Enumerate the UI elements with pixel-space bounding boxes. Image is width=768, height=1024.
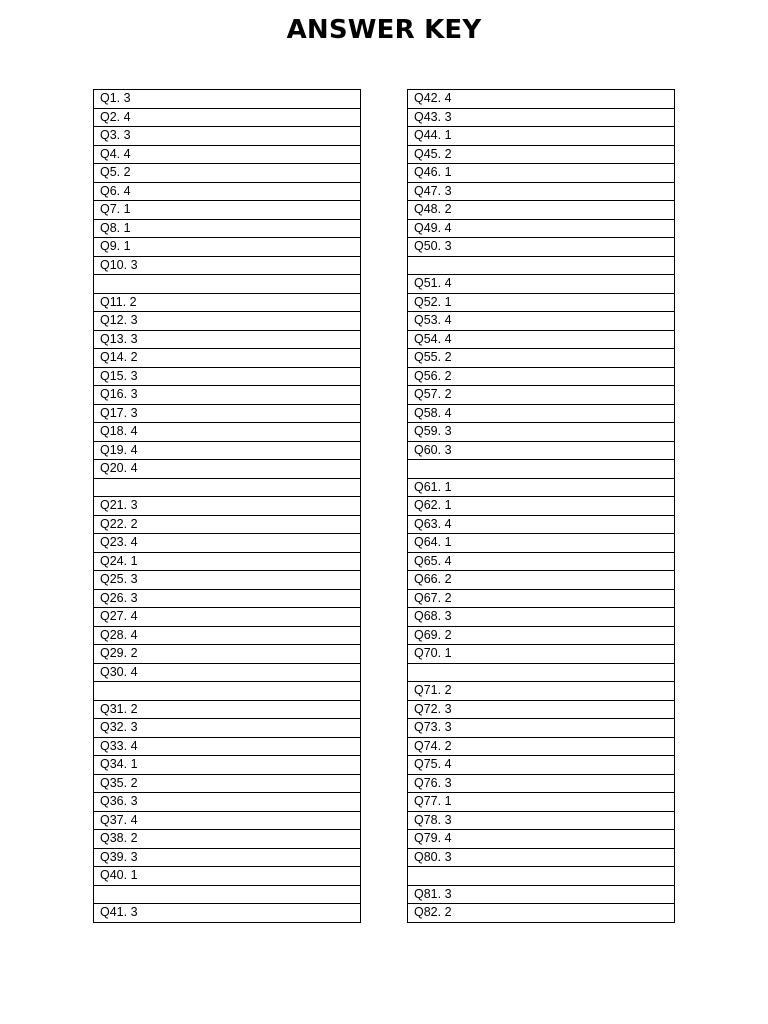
answer-cell: Q39. 3 — [94, 848, 361, 867]
answer-cell: Q79. 4 — [408, 830, 675, 849]
answer-cell: Q5. 2 — [94, 164, 361, 183]
table-row — [94, 164, 361, 183]
table-row — [94, 663, 361, 682]
answer-cell: Q16. 3 — [94, 386, 361, 405]
table-row — [408, 423, 675, 442]
answer-cell: Q77. 1 — [408, 793, 675, 812]
table-row — [408, 330, 675, 349]
table-row — [408, 663, 675, 682]
answer-cell: Q14. 2 — [94, 349, 361, 368]
answer-cell: Q81. 3 — [408, 885, 675, 904]
answer-cell: Q66. 2 — [408, 571, 675, 590]
table-row — [408, 626, 675, 645]
answer-cell: Q58. 4 — [408, 404, 675, 423]
table-row — [94, 460, 361, 479]
table-row — [408, 867, 675, 886]
answer-cell: Q32. 3 — [94, 719, 361, 738]
table-row — [94, 793, 361, 812]
answer-cell: Q30. 4 — [94, 663, 361, 682]
table-row — [94, 238, 361, 257]
answer-cell: Q54. 4 — [408, 330, 675, 349]
answer-cell: Q37. 4 — [94, 811, 361, 830]
table-row — [408, 441, 675, 460]
answer-cell: Q11. 2 — [94, 293, 361, 312]
answer-cell — [94, 885, 361, 904]
table-row — [408, 589, 675, 608]
answer-cell: Q47. 3 — [408, 182, 675, 201]
table-row — [408, 682, 675, 701]
table-row — [94, 219, 361, 238]
answer-cell: Q69. 2 — [408, 626, 675, 645]
answer-cell: Q71. 2 — [408, 682, 675, 701]
answer-cell: Q3. 3 — [94, 127, 361, 146]
answer-cell: Q60. 3 — [408, 441, 675, 460]
table-row — [94, 700, 361, 719]
table-row — [408, 608, 675, 627]
table-row — [408, 127, 675, 146]
table-row — [408, 460, 675, 479]
answer-cell: Q34. 1 — [94, 756, 361, 775]
table-row — [408, 367, 675, 386]
table-row — [408, 386, 675, 405]
table-row — [408, 737, 675, 756]
table-row — [408, 293, 675, 312]
table-row — [94, 682, 361, 701]
table-row — [94, 256, 361, 275]
answer-cell: Q75. 4 — [408, 756, 675, 775]
table-row — [94, 774, 361, 793]
answer-cell — [408, 867, 675, 886]
table-row — [408, 275, 675, 294]
answer-table-left-body — [94, 90, 361, 923]
table-row — [94, 885, 361, 904]
answer-cell: Q23. 4 — [94, 534, 361, 553]
table-row — [94, 497, 361, 516]
table-row — [94, 848, 361, 867]
table-row — [94, 478, 361, 497]
answer-cell: Q24. 1 — [94, 552, 361, 571]
answer-cell: Q56. 2 — [408, 367, 675, 386]
answer-cell: Q55. 2 — [408, 349, 675, 368]
answer-cell: Q21. 3 — [94, 497, 361, 516]
answer-cell: Q10. 3 — [94, 256, 361, 275]
table-row — [94, 571, 361, 590]
answer-cell: Q6. 4 — [94, 182, 361, 201]
answer-cell: Q70. 1 — [408, 645, 675, 664]
answer-cell: Q62. 1 — [408, 497, 675, 516]
table-row — [94, 589, 361, 608]
answer-cell: Q42. 4 — [408, 90, 675, 109]
table-row — [94, 423, 361, 442]
answer-cell: Q74. 2 — [408, 737, 675, 756]
table-row — [94, 830, 361, 849]
table-row — [94, 719, 361, 738]
table-row — [94, 867, 361, 886]
table-row — [94, 515, 361, 534]
answer-cell — [94, 478, 361, 497]
answer-cell: Q80. 3 — [408, 848, 675, 867]
table-row — [94, 756, 361, 775]
table-row — [94, 904, 361, 923]
answer-cell — [408, 256, 675, 275]
table-row — [408, 164, 675, 183]
table-row — [408, 145, 675, 164]
table-row — [408, 830, 675, 849]
answer-cell: Q12. 3 — [94, 312, 361, 331]
table-row — [408, 645, 675, 664]
answer-cell: Q45. 2 — [408, 145, 675, 164]
answer-cell: Q26. 3 — [94, 589, 361, 608]
answer-cell: Q63. 4 — [408, 515, 675, 534]
table-row — [408, 774, 675, 793]
table-row — [408, 201, 675, 220]
table-row — [408, 811, 675, 830]
table-row — [408, 312, 675, 331]
table-row — [408, 182, 675, 201]
answer-cell: Q27. 4 — [94, 608, 361, 627]
answer-cell: Q7. 1 — [94, 201, 361, 220]
table-row — [408, 885, 675, 904]
page-title: ANSWER KEY — [286, 15, 482, 45]
answer-cell: Q22. 2 — [94, 515, 361, 534]
answer-cell: Q73. 3 — [408, 719, 675, 738]
answer-cell: Q68. 3 — [408, 608, 675, 627]
answer-cell: Q28. 4 — [94, 626, 361, 645]
table-row — [408, 478, 675, 497]
answer-cell: Q15. 3 — [94, 367, 361, 386]
table-row — [94, 145, 361, 164]
answer-cell — [94, 682, 361, 701]
table-row — [408, 793, 675, 812]
table-row — [408, 90, 675, 109]
table-row — [94, 608, 361, 627]
answer-cell: Q65. 4 — [408, 552, 675, 571]
answer-cell: Q31. 2 — [94, 700, 361, 719]
table-row — [408, 515, 675, 534]
table-row — [408, 719, 675, 738]
table-row — [94, 349, 361, 368]
answer-cell: Q38. 2 — [94, 830, 361, 849]
answer-cell: Q43. 3 — [408, 108, 675, 127]
table-row — [94, 811, 361, 830]
table-row — [94, 127, 361, 146]
table-row — [408, 904, 675, 923]
answer-cell: Q4. 4 — [94, 145, 361, 164]
table-row — [94, 182, 361, 201]
table-row — [94, 626, 361, 645]
table-row — [94, 441, 361, 460]
answer-cell: Q51. 4 — [408, 275, 675, 294]
table-row — [94, 312, 361, 331]
answer-cell: Q17. 3 — [94, 404, 361, 423]
table-row — [94, 293, 361, 312]
table-row — [408, 756, 675, 775]
answer-cell: Q57. 2 — [408, 386, 675, 405]
answer-cell: Q61. 1 — [408, 478, 675, 497]
answer-cell: Q20. 4 — [94, 460, 361, 479]
answer-cell: Q64. 1 — [408, 534, 675, 553]
answer-cell: Q36. 3 — [94, 793, 361, 812]
answer-cell — [94, 275, 361, 294]
answer-cell: Q33. 4 — [94, 737, 361, 756]
table-row — [94, 404, 361, 423]
table-row — [94, 367, 361, 386]
table-row — [408, 848, 675, 867]
answer-cell: Q76. 3 — [408, 774, 675, 793]
table-row — [408, 571, 675, 590]
answer-cell: Q78. 3 — [408, 811, 675, 830]
answer-cell: Q48. 2 — [408, 201, 675, 220]
table-row — [94, 108, 361, 127]
table-row — [94, 330, 361, 349]
answer-cell — [408, 663, 675, 682]
answer-cell: Q82. 2 — [408, 904, 675, 923]
answer-cell: Q40. 1 — [94, 867, 361, 886]
table-row — [408, 700, 675, 719]
table-row — [94, 90, 361, 109]
table-row — [408, 219, 675, 238]
answer-cell: Q13. 3 — [94, 330, 361, 349]
answer-cell: Q29. 2 — [94, 645, 361, 664]
table-row — [94, 201, 361, 220]
table-row — [94, 737, 361, 756]
answer-cell: Q52. 1 — [408, 293, 675, 312]
table-row — [94, 552, 361, 571]
table-row — [408, 497, 675, 516]
table-row — [94, 275, 361, 294]
table-row — [408, 534, 675, 553]
answer-cell — [408, 460, 675, 479]
answer-table-right-body — [408, 90, 675, 923]
table-row — [408, 349, 675, 368]
table-row — [408, 404, 675, 423]
answer-cell: Q2. 4 — [94, 108, 361, 127]
answer-cell: Q18. 4 — [94, 423, 361, 442]
answer-cell: Q1. 3 — [94, 90, 361, 109]
answer-cell: Q19. 4 — [94, 441, 361, 460]
answer-cell: Q35. 2 — [94, 774, 361, 793]
table-row — [94, 645, 361, 664]
answer-cell: Q53. 4 — [408, 312, 675, 331]
answer-cell: Q46. 1 — [408, 164, 675, 183]
answer-cell: Q49. 4 — [408, 219, 675, 238]
table-row — [408, 552, 675, 571]
answer-cell: Q67. 2 — [408, 589, 675, 608]
table-row — [408, 108, 675, 127]
answer-table-right — [407, 89, 675, 923]
answer-cell: Q59. 3 — [408, 423, 675, 442]
table-row — [408, 256, 675, 275]
table-row — [94, 534, 361, 553]
answer-cell: Q72. 3 — [408, 700, 675, 719]
answer-cell: Q8. 1 — [94, 219, 361, 238]
answer-cell: Q44. 1 — [408, 127, 675, 146]
answer-table-left — [93, 89, 361, 923]
answer-cell: Q50. 3 — [408, 238, 675, 257]
answer-cell: Q41. 3 — [94, 904, 361, 923]
table-row — [94, 386, 361, 405]
table-row — [408, 238, 675, 257]
answer-cell: Q25. 3 — [94, 571, 361, 590]
answer-cell: Q9. 1 — [94, 238, 361, 257]
